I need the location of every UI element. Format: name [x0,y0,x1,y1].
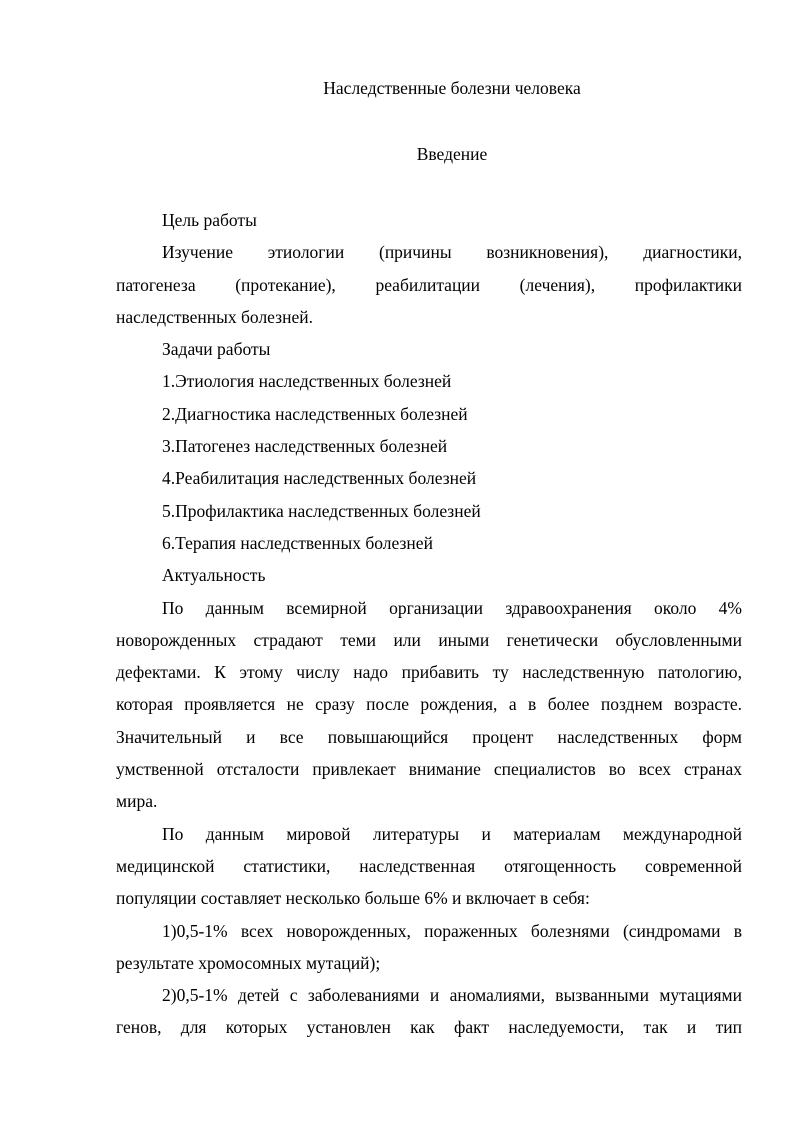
paragraph-line: По данным мировой литературы и материалам международной [162,823,742,844]
intro-heading: Введение [416,144,488,164]
list-item: 2.Диагностика наследственных болезней [162,403,468,424]
relevance-heading: Актуальность [162,565,266,586]
paragraph-line: новорожденных страдают теми или иными генетически обусловленными [116,629,742,650]
paragraph-line: умственной отсталости привлекает внимание специалистов во всех странах [116,759,742,780]
paragraph-line: дефектами. К этому числу надо прибавить ту наследственную патологию, [116,662,742,683]
tasks-heading: Задачи работы [162,339,271,360]
paragraph-line: 1)0,5-1% всех новорожденных, пораженных болезнями (синдромами в [162,920,742,941]
paragraph-line: генов, для которых установлен как факт наследуемости, так и тип [116,1017,742,1038]
list-item: 4.Реабилитация наследственных болезней [162,468,477,489]
paragraph-line: популяции составляет несколько больше 6% и включает в себя: [116,888,590,909]
list-item: 6.Терапия наследственных болезней [162,532,433,553]
paragraph-line: наследственных болезней. [116,306,313,327]
tasks-list [116,365,742,559]
goal-heading: Цель работы [162,210,257,230]
relevance-paragraph-1 [116,592,742,818]
paragraph-line: результате хромосомных мутаций); [116,952,381,973]
document-title: Наследственные болезни человека [323,78,581,98]
paragraph-line: патогенеза (протекание), реабилитации (лечения), профилактики [116,274,742,295]
paragraph-line: медицинской статистики, наследственная отягощенность современной [116,855,742,876]
goal-paragraph [116,236,742,333]
paragraph-line: Изучение этиологии (причины возникновения), диагностики, [162,242,742,263]
list-item: 5.Профилактика наследственных болезней [162,500,481,521]
list-item: 3.Патогенез наследственных болезней [162,436,448,457]
paragraph-line: которая проявляется не сразу после рождения, а в более позднем возрасте. [116,694,742,715]
stat-item-1 [116,915,742,980]
paragraph-line: мира. [116,791,158,812]
relevance-paragraph-2 [116,818,742,915]
paragraph-line: Значительный и все повышающийся процент наследственных форм [116,726,742,747]
list-item: 1.Этиология наследственных болезней [162,371,452,392]
paragraph-line: По данным всемирной организации здравоохранения около 4% [162,597,742,618]
stat-item-2 [116,979,742,1044]
paragraph-line: 2)0,5-1% детей с заболеваниями и аномалиями, вызванными мутациями [162,985,742,1006]
document-body [116,204,742,1044]
